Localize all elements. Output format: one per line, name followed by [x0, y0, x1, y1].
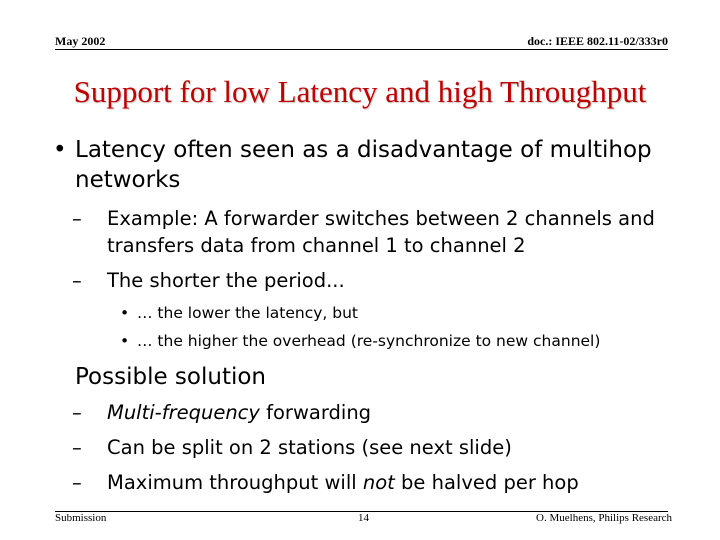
dash-icon: –	[72, 269, 82, 292]
footer-submission: Submission	[55, 512, 107, 524]
bullet-dot-icon: •	[120, 332, 130, 350]
subbullet-text	[107, 469, 687, 496]
emphasis-text: Multi-frequency	[107, 401, 260, 424]
footer-author: O. Muelhens, Philips Research	[536, 512, 672, 524]
subbullet-text: Can be split on 2 stations (see next slide)	[107, 436, 512, 459]
emphasis-text: not	[362, 471, 395, 494]
dash-icon: –	[72, 401, 82, 424]
subbullet-text: The shorter the period...	[107, 269, 345, 292]
dash-icon: –	[72, 471, 82, 494]
subbullet-text-post: be halved per hop	[394, 471, 579, 494]
dash-icon: –	[72, 436, 82, 459]
header-divider	[55, 49, 668, 50]
subsubbullet-text: … the higher the overhead (re-synchronize to new channel)	[137, 332, 601, 350]
subbullet-text-rest: forwarding	[259, 401, 372, 424]
bullet-text: Latency often seen as a disadvantage of multihop networks	[75, 137, 652, 193]
subbullet-text-pre: Maximum throughput will	[107, 471, 363, 494]
subbullet-text	[107, 399, 687, 426]
bullet-dot-icon: •	[120, 304, 130, 322]
header-doc-id: doc.: IEEE 802.11-02/333r0	[527, 34, 668, 48]
dash-icon: –	[72, 207, 82, 230]
slide-title: Support for low Latency and high Throughput	[73, 74, 647, 109]
subsubbullet-text: … the lower the latency, but	[137, 304, 358, 322]
subbullet-text: Example: A forwarder switches between 2 channels and transfers data from channel 1 to channel 2	[107, 207, 655, 257]
footer-page-number: 14	[358, 512, 369, 524]
bullet-dot-icon: •	[53, 137, 67, 163]
header-date: May 2002	[55, 34, 106, 48]
bullet-text: Possible solution	[75, 364, 267, 390]
